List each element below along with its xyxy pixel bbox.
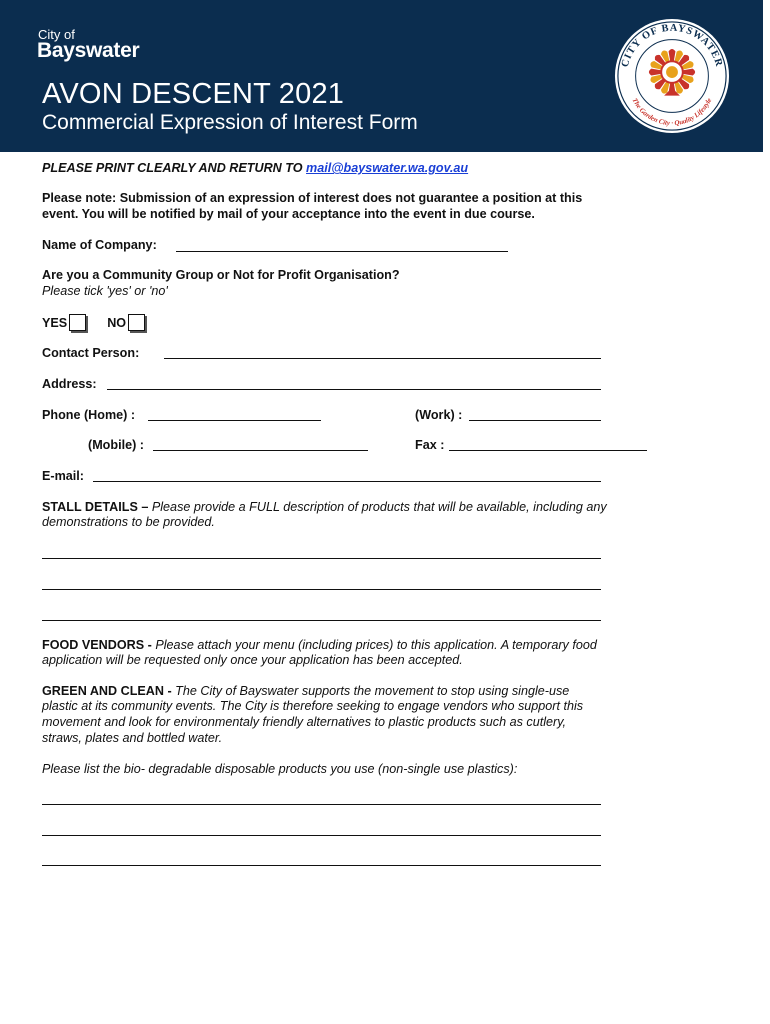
return-instructions (42, 161, 468, 175)
yes-option (42, 314, 145, 331)
yes-checkbox[interactable] (69, 314, 86, 331)
products-line-3[interactable] (42, 865, 601, 866)
fax-label: Fax : (415, 438, 445, 452)
stall-text-2: demonstrations to be provided. (42, 515, 215, 529)
email-field[interactable] (93, 481, 601, 482)
no-checkbox[interactable] (128, 314, 145, 331)
phone-home-field[interactable] (148, 420, 321, 421)
green-text-1: The City of Bayswater supports the movement to stop using single-use (175, 684, 570, 698)
page-subtitle: Commercial Expression of Interest Form (42, 111, 418, 134)
green-text-2: plastic at its community events. The City is therefore seeking to engage vendors who support this (42, 699, 584, 713)
green-heading: GREEN AND CLEAN - (42, 684, 172, 698)
food-heading: FOOD VENDORS - (42, 638, 152, 652)
phone-mobile-field[interactable] (153, 450, 368, 451)
stall-description-line-3[interactable] (42, 620, 601, 621)
fax-field[interactable] (449, 450, 647, 451)
address-field[interactable] (107, 389, 601, 390)
no-label: NO (107, 316, 127, 330)
contact-person-field[interactable] (164, 358, 601, 359)
note-line-1: Please note: Submission of an expression of interest does not guarantee a position at this (42, 191, 583, 205)
stall-description-line-1[interactable] (42, 558, 601, 559)
community-question: Are you a Community Group or Not for Profit Organisation? (42, 268, 400, 282)
green-clean-line-1 (42, 684, 569, 698)
stall-text-1: Please provide a FULL description of products that will be available, including any (151, 500, 607, 514)
return-email-link[interactable]: mail@bayswater.wa.gov.au (306, 161, 469, 175)
contact-person-label: Contact Person: (42, 346, 140, 360)
products-line-2[interactable] (42, 835, 601, 836)
green-text-4: straws, plates and bottled water. (42, 731, 223, 745)
company-label: Name of Company: (42, 238, 157, 252)
phone-work-field[interactable] (469, 420, 601, 421)
phone-home-label: Phone (Home) : (42, 408, 136, 422)
stall-description-line-2[interactable] (42, 589, 601, 590)
address-label: Address: (42, 377, 97, 391)
green-text-3: movement and look for environmentaly friendly alternatives to plastic products such as cutlery, (42, 715, 567, 729)
email-label: E-mail: (42, 469, 84, 483)
food-vendors-line-1 (42, 638, 597, 652)
stall-details-line-1 (42, 500, 607, 514)
city-seal-logo (613, 17, 731, 135)
company-field[interactable] (176, 251, 508, 252)
brand-bayswater: Bayswater (37, 39, 140, 62)
community-hint: Please tick 'yes' or 'no' (42, 284, 168, 298)
phone-mobile-label: (Mobile) : (88, 438, 144, 452)
stall-heading: STALL DETAILS – (42, 500, 149, 514)
return-prefix: PLEASE PRINT CLEARLY AND RETURN TO (42, 161, 303, 175)
food-text-1: Please attach your menu (including prices) to this application. A temporary food (155, 638, 597, 652)
brand-city-of: City of (38, 27, 75, 42)
food-text-2: application will be requested only once your application has been accepted. (42, 653, 463, 667)
note-line-2: event. You will be notified by mail of your acceptance into the event in due course. (42, 207, 535, 221)
seal-bottom-text: The Garden City · Quality Lifestyle (630, 97, 714, 128)
phone-work-label: (Work) : (415, 408, 463, 422)
header-banner (0, 0, 763, 152)
page-title: AVON DESCENT 2021 (42, 78, 345, 110)
products-line-1[interactable] (42, 804, 601, 805)
seal-top-text: CITY OF BAYSWATER (619, 22, 725, 69)
yes-label: YES (42, 316, 68, 330)
biodegradable-prompt: Please list the bio- degradable disposable products you use (non-single use plastics): (42, 762, 518, 776)
